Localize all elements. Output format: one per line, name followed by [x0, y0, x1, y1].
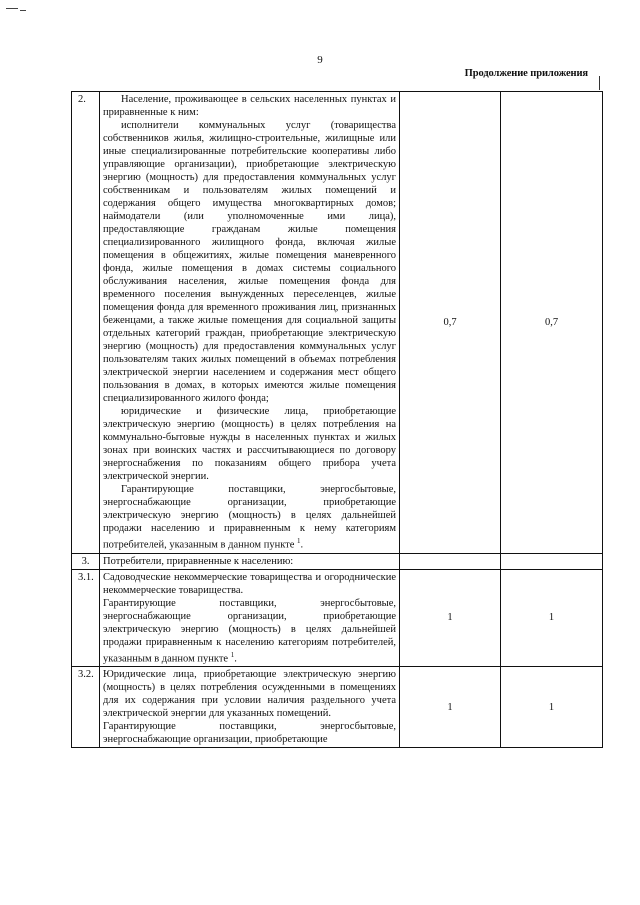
row-number: 3.	[72, 553, 100, 569]
value-cell: 1	[501, 569, 603, 667]
table-row	[72, 569, 603, 667]
paragraph: Юридические лица, приобретающие электрическую энергию (мощность) в целях потребления осужденными в помещениях для их содержания при условии наличия раздельного учета электрической энергии для указанных помещений.	[103, 669, 396, 719]
paragraph: Население, проживающее в сельских населенных пунктах и приравненные к ним:	[103, 94, 396, 118]
value-cell: 0,7	[501, 92, 603, 554]
paragraph: Садоводческие некоммерческие товарищества и огороднические некоммерческие товарищества.	[103, 571, 396, 596]
footnote-marker: 1	[297, 537, 301, 545]
footnote-marker: 1	[230, 650, 235, 659]
row-description	[100, 667, 400, 748]
paragraph: исполнители коммунальных услуг (товарищества собственников жилья, жилищно-строительные, жилищные или иные специализированные потребительские кооперативы либо управляющие организации), приобретающие электрическую энергию (мощность) для предоставления коммунальных услуг собственникам и пользователям жилых помещений и содержания общего имущества многоквартирных домов; наймодатели (или уполномоченные ими лица), предоставляющие гражданам жилые помещения специализированного жилищного фонда, включая жилые помещения в общежитиях, жилые помещения маневренного фонда, жилые помещения в домах системы социального обслуживания населения, жилые помещения фонда для временного поселения вынужденных переселенцев, жилые помещения фонда для временного проживания лиц, признанных беженцами, а также жилые помещения для социальной защиты отдельных категорий граждан, приобретающие электрическую энергию (мощность) для предоставления коммунальных услуг пользователям таких жилых помещений в объемах потребления электрической энергии населением и содержания мест общего пользования в домах, в которых имеются жилые помещения специализированного жилого фонда;	[103, 120, 396, 404]
row-description	[100, 569, 400, 667]
value-cell: 1	[400, 569, 501, 667]
row-number: 3.2.	[72, 667, 100, 748]
paragraph: Потребители, приравненные к населению:	[103, 555, 294, 567]
tariff-table	[71, 91, 603, 748]
paragraph-text: Гарантирующие поставщики, энергосбытовые, энергоснабжающие организации, приобретающие электрическую энергию (мощность) в целях дальнейшей продажи приравненным к населению категориям потребителей, указанным в данном пункте	[103, 597, 396, 664]
row-number: 2.	[72, 92, 100, 554]
row-number: 3.1.	[72, 569, 100, 667]
value-cell: 1	[400, 667, 501, 748]
paragraph-text: Гарантирующие поставщики, энергосбытовые, энергоснабжающие организации, приобретающие электрическую энергию (мощность) в целях дальнейшей продажи населению и приравненным к нему категориям потребителей, указанным в данном пункте	[103, 484, 396, 551]
value-cell	[501, 553, 603, 569]
paragraph-end: .	[234, 653, 237, 664]
scan-edge-mark	[599, 76, 600, 90]
continuation-label: Продолжение приложения	[464, 68, 588, 79]
paragraph-with-footnote	[103, 483, 396, 552]
row-description	[100, 553, 400, 569]
scan-speck	[20, 10, 26, 11]
value-cell: 1	[501, 667, 603, 748]
table-row	[72, 667, 603, 748]
paragraph: Гарантирующие поставщики, энергосбытовые, энергоснабжающие организации, приобретающие	[103, 721, 396, 745]
scan-speck	[6, 8, 18, 9]
table-row	[72, 553, 603, 569]
paragraph: юридические и физические лица, приобретающие электрическую энергию (мощность) в целях потребления на коммунально-бытовые нужды в населенных пунктах и жилых зонах при воинских частях и рассчитывающиеся по договору энергоснабжения по показаниям общего прибора учета электрической энергии.	[103, 406, 396, 482]
paragraph-with-footnote	[103, 597, 396, 666]
value-cell: 0,7	[400, 92, 501, 554]
value-cell	[400, 553, 501, 569]
page-number: 9	[317, 54, 323, 66]
row-description	[100, 92, 400, 554]
paragraph-end: .	[300, 539, 304, 551]
table-row	[72, 92, 603, 554]
